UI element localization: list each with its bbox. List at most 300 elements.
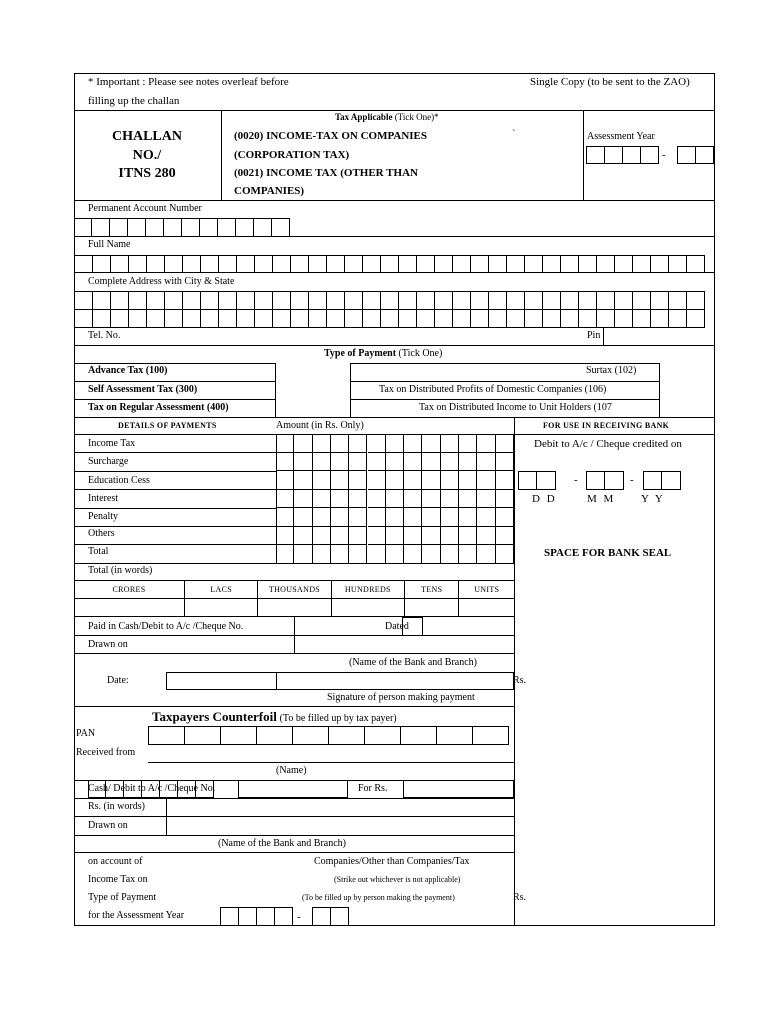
amount-digit-box[interactable]	[477, 545, 495, 564]
amount-digit-box[interactable]	[331, 434, 349, 453]
char-box[interactable]	[290, 291, 309, 310]
amount-digit-box[interactable]	[422, 545, 440, 564]
char-box[interactable]	[436, 726, 473, 745]
char-box[interactable]	[524, 291, 543, 310]
amount-digit-box[interactable]	[386, 508, 404, 527]
assessment-year-start-boxes[interactable]	[586, 146, 659, 164]
counterfoil-year-end-boxes[interactable]	[312, 907, 349, 926]
tax-applicable-label: Tax Applicable	[335, 112, 393, 122]
divider	[514, 417, 515, 926]
amount-digit-box[interactable]	[459, 434, 477, 453]
char-box[interactable]	[452, 291, 471, 310]
char-box[interactable]	[506, 255, 525, 273]
important-note-line-1: * Important : Please see notes overleaf before	[88, 76, 289, 88]
received-from-label: Received from	[76, 747, 136, 758]
strike-out-note: (Strike out whichever is not applicable)	[334, 875, 461, 884]
challan-title-line-3: ITNS 280	[118, 166, 176, 181]
amount-digit-box[interactable]	[331, 545, 349, 564]
char-box[interactable]	[488, 291, 507, 310]
char-box[interactable]	[200, 291, 219, 310]
char-box[interactable]	[668, 255, 687, 273]
divider	[74, 798, 514, 799]
month-boxes[interactable]	[586, 471, 624, 490]
amount-digit-box[interactable]	[294, 508, 312, 527]
amount-digit-box[interactable]	[313, 453, 331, 472]
amount-digit-box[interactable]	[313, 490, 331, 509]
amount-digit-box[interactable]	[441, 527, 459, 546]
char-box[interactable]	[524, 309, 543, 328]
counterfoil-heading	[152, 710, 397, 724]
amount-digit-box[interactable]	[477, 490, 495, 509]
amount-digit-box[interactable]	[349, 434, 367, 453]
date-dash-2: -	[630, 474, 634, 486]
amount-digit-box[interactable]	[331, 490, 349, 509]
full-name-boxes[interactable]	[74, 255, 705, 273]
counterfoil-drawn-on-label: Drawn on	[88, 820, 128, 831]
divider	[74, 110, 715, 111]
char-box[interactable]	[272, 309, 291, 328]
char-box[interactable]	[254, 255, 273, 273]
amount-digit-box[interactable]	[294, 527, 312, 546]
char-box[interactable]	[560, 291, 579, 310]
amount-digit-box[interactable]	[441, 508, 459, 527]
to-be-filled-note: (To be filled up by person making the payment)	[302, 893, 455, 902]
divider	[74, 653, 514, 654]
lacs-header: LACS	[185, 580, 258, 598]
option-0020-line-2[interactable]: (CORPORATION TAX)	[234, 149, 350, 161]
char-box[interactable]	[128, 255, 147, 273]
amount-digit-box[interactable]	[441, 453, 459, 472]
char-box[interactable]	[614, 291, 633, 310]
char-box[interactable]	[272, 255, 291, 273]
char-box[interactable]	[200, 255, 219, 273]
char-box[interactable]	[218, 255, 237, 273]
char-box[interactable]	[650, 255, 669, 273]
char-box[interactable]	[290, 255, 309, 273]
char-box[interactable]	[220, 726, 257, 745]
char-box[interactable]	[164, 291, 183, 310]
char-box[interactable]	[92, 309, 111, 328]
amount-digit-box[interactable]	[404, 508, 422, 527]
amount-digit-box[interactable]	[313, 545, 331, 564]
type-of-payment-label-counterfoil: Type of Payment	[88, 892, 157, 903]
char-box[interactable]	[110, 291, 129, 310]
amount-digit-box[interactable]	[368, 545, 386, 564]
char-box[interactable]	[74, 309, 93, 328]
char-box[interactable]	[452, 255, 471, 273]
bank-seal-label: SPACE FOR BANK SEAL	[544, 547, 672, 559]
year-label: Y Y	[641, 493, 665, 505]
char-box[interactable]	[182, 255, 201, 273]
char-box[interactable]	[308, 309, 327, 328]
amount-digit-box[interactable]	[404, 434, 422, 453]
char-box[interactable]	[236, 309, 255, 328]
amount-digit-box[interactable]	[496, 453, 514, 472]
char-box[interactable]	[326, 291, 345, 310]
rs-label-upper: Rs.	[513, 675, 527, 686]
char-box[interactable]	[632, 255, 651, 273]
amount-digit-box[interactable]	[386, 545, 404, 564]
char-box[interactable]	[686, 255, 705, 273]
rs-label-lower: Rs.	[513, 892, 527, 903]
counterfoil-subtitle: (To be filled up by tax payer)	[279, 713, 397, 724]
char-box[interactable]	[398, 255, 417, 273]
char-box[interactable]	[146, 309, 165, 328]
amount-digit-box[interactable]	[349, 527, 367, 546]
amount-digit-box[interactable]	[349, 508, 367, 527]
char-box[interactable]	[146, 291, 165, 310]
amount-digit-box[interactable]	[276, 453, 294, 472]
on-account-of-label: on account of	[88, 856, 143, 867]
char-box[interactable]	[650, 291, 669, 310]
advance-tax-label: Advance Tax (100)	[88, 365, 168, 376]
char-box[interactable]	[434, 255, 453, 273]
char-box[interactable]	[578, 309, 597, 328]
char-box[interactable]	[596, 309, 615, 328]
char-box[interactable]	[686, 309, 705, 328]
amount-digit-box[interactable]	[386, 527, 404, 546]
char-box[interactable]	[164, 255, 183, 273]
amount-digit-box[interactable]	[368, 527, 386, 546]
char-box[interactable]	[506, 291, 525, 310]
amount-digit-box[interactable]	[404, 453, 422, 472]
char-box[interactable]	[236, 291, 255, 310]
pan-label: Permanent Account Number	[88, 203, 202, 214]
char-box[interactable]	[472, 726, 509, 745]
amount-digit-box[interactable]	[313, 508, 331, 527]
char-box[interactable]	[416, 255, 435, 273]
char-box[interactable]	[256, 726, 293, 745]
char-box[interactable]	[380, 309, 399, 328]
surcharge-row-label: Surcharge	[88, 456, 129, 467]
address-boxes-line-1[interactable]	[74, 291, 705, 310]
char-box[interactable]	[434, 309, 453, 328]
units-header: UNITS	[474, 584, 500, 594]
counterfoil-pan-boxes[interactable]	[148, 726, 509, 745]
amount-digit-box[interactable]	[477, 453, 495, 472]
important-note-line-2: filling up the challan	[88, 95, 180, 107]
amount-digit-box[interactable]	[441, 434, 459, 453]
char-box[interactable]	[200, 309, 219, 328]
amount-digit-box[interactable]	[441, 471, 459, 490]
cheque-number-box[interactable]	[238, 780, 348, 798]
amount-digit-box[interactable]	[368, 490, 386, 509]
char-box[interactable]	[308, 291, 327, 310]
char-box[interactable]	[452, 309, 471, 328]
amount-digit-box[interactable]	[386, 471, 404, 490]
amount-digit-box[interactable]	[477, 527, 495, 546]
char-box[interactable]	[596, 291, 615, 310]
amount-digit-box[interactable]	[404, 545, 422, 564]
amount-digit-box[interactable]	[386, 490, 404, 509]
option-0021-line-2[interactable]: COMPANIES)	[234, 185, 305, 197]
income-tax-row-label: Income Tax	[88, 438, 136, 449]
amount-digit-box[interactable]	[496, 434, 514, 453]
address-label: Complete Address with City & State	[88, 276, 235, 287]
char-box[interactable]	[308, 255, 327, 273]
char-box[interactable]	[110, 309, 129, 328]
char-box[interactable]	[74, 255, 93, 273]
divider	[583, 110, 584, 200]
amount-digit-box[interactable]	[331, 527, 349, 546]
amount-digit-box[interactable]	[349, 490, 367, 509]
divider	[74, 345, 715, 346]
char-box[interactable]	[614, 309, 633, 328]
char-box[interactable]	[128, 309, 147, 328]
char-box[interactable]	[272, 291, 291, 310]
char-box[interactable]	[328, 726, 365, 745]
amount-digit-box[interactable]	[477, 471, 495, 490]
bank-branch-note: (Name of the Bank and Branch)	[349, 657, 478, 668]
char-box[interactable]	[344, 291, 363, 310]
divider	[603, 327, 604, 346]
amount-digit-box[interactable]	[276, 434, 294, 453]
char-box[interactable]	[542, 255, 561, 273]
char-box[interactable]	[686, 291, 705, 310]
option-0020-line-1[interactable]: (0020) INCOME-TAX ON COMPANIES	[234, 130, 427, 142]
char-box[interactable]	[146, 255, 165, 273]
for-rs-box[interactable]	[403, 780, 514, 798]
surtax-label: Surtax (102)	[586, 365, 637, 376]
char-box[interactable]	[110, 255, 129, 273]
divider	[74, 452, 276, 453]
amount-digit-box[interactable]	[441, 545, 459, 564]
date-input-box[interactable]	[166, 672, 514, 690]
amount-digit-box[interactable]	[496, 471, 514, 490]
amount-digit-box[interactable]	[386, 434, 404, 453]
char-box[interactable]	[578, 291, 597, 310]
amount-digit-box[interactable]	[313, 434, 331, 453]
day-label: D D	[532, 493, 557, 505]
amount-digit-box[interactable]	[368, 508, 386, 527]
amount-digit-box[interactable]	[294, 453, 312, 472]
char-box[interactable]	[254, 291, 273, 310]
others-row-label: Others	[88, 528, 115, 539]
char-box[interactable]	[596, 255, 615, 273]
char-box[interactable]	[218, 291, 237, 310]
char-box[interactable]	[128, 291, 147, 310]
amount-digit-box[interactable]	[331, 471, 349, 490]
char-box[interactable]	[668, 291, 687, 310]
char-box[interactable]	[292, 726, 329, 745]
counterfoil-title: Taxpayers Counterfoil	[152, 709, 277, 724]
amount-digit-box[interactable]	[386, 453, 404, 472]
receiving-bank-heading: FOR USE IN RECEIVING BANK	[543, 421, 670, 430]
char-box[interactable]	[326, 255, 345, 273]
amount-digit-box[interactable]	[477, 508, 495, 527]
amount-digit-box[interactable]	[459, 453, 477, 472]
char-box[interactable]	[182, 291, 201, 310]
char-box[interactable]	[184, 726, 221, 745]
char-box[interactable]	[416, 291, 435, 310]
divider	[74, 526, 276, 527]
amount-digit-box[interactable]	[276, 545, 294, 564]
char-box[interactable]	[542, 309, 561, 328]
char-box[interactable]	[164, 309, 183, 328]
amount-digit-box[interactable]	[276, 471, 294, 490]
amount-digit-box[interactable]	[459, 471, 477, 490]
self-assessment-label: Self Assessment Tax (300)	[88, 384, 198, 395]
amount-digit-box[interactable]	[368, 453, 386, 472]
amount-digit-box[interactable]	[404, 490, 422, 509]
divider	[74, 563, 514, 564]
char-box[interactable]	[92, 291, 111, 310]
amount-digit-box[interactable]	[459, 508, 477, 527]
tax-applicable-suffix: (Tick One)*	[394, 112, 439, 122]
char-box[interactable]	[542, 291, 561, 310]
amount-digit-box[interactable]	[422, 527, 440, 546]
amount-digit-box[interactable]	[331, 508, 349, 527]
pan-boxes[interactable]	[74, 218, 290, 237]
name-note: (Name)	[276, 765, 307, 776]
pin-label: Pin	[587, 330, 601, 341]
amount-digit-box[interactable]	[459, 527, 477, 546]
amount-digit-box[interactable]	[404, 471, 422, 490]
amount-grid[interactable]	[276, 434, 514, 564]
cash-debit-label: Cash/ Debit to A/c /Cheque No.	[88, 783, 216, 794]
amount-digit-box[interactable]	[422, 434, 440, 453]
cash-debit-boxes[interactable]	[88, 780, 214, 798]
char-box[interactable]	[668, 309, 687, 328]
amount-digit-box[interactable]	[496, 545, 514, 564]
char-box[interactable]	[578, 255, 597, 273]
char-box[interactable]	[380, 291, 399, 310]
amount-digit-box[interactable]	[496, 527, 514, 546]
debit-credited-label: Debit to A/c / Cheque credited on	[534, 438, 682, 450]
divider	[148, 762, 514, 763]
amount-digit-box[interactable]	[313, 471, 331, 490]
char-box[interactable]	[632, 309, 651, 328]
amount-digit-box[interactable]	[459, 545, 477, 564]
char-box[interactable]	[326, 309, 345, 328]
divider	[74, 508, 276, 509]
amount-digit-box[interactable]	[349, 453, 367, 472]
amount-digit-box[interactable]	[441, 490, 459, 509]
total-in-words-label: Total (in words)	[88, 565, 153, 576]
amount-digit-box[interactable]	[294, 490, 312, 509]
char-box[interactable]	[488, 255, 507, 273]
option-0021-line-1[interactable]: (0021) INCOME TAX (OTHER THAN	[234, 167, 418, 179]
distributed-income-label: Tax on Distributed Income to Unit Holders (107	[419, 402, 612, 413]
interest-row-label: Interest	[88, 493, 118, 504]
char-box[interactable]	[344, 255, 363, 273]
char-box[interactable]	[92, 255, 111, 273]
char-box[interactable]	[218, 309, 237, 328]
amount-digit-box[interactable]	[294, 471, 312, 490]
char-box[interactable]	[290, 309, 309, 328]
char-box[interactable]	[560, 309, 579, 328]
divider	[74, 236, 715, 237]
amount-digit-box[interactable]	[276, 490, 294, 509]
char-box[interactable]	[400, 726, 437, 745]
amount-digit-box[interactable]	[294, 545, 312, 564]
type-of-payment-heading	[324, 349, 442, 359]
amount-digit-box[interactable]	[496, 490, 514, 509]
char-box[interactable]	[650, 309, 669, 328]
divider	[74, 852, 514, 853]
amount-digit-box[interactable]	[368, 471, 386, 490]
char-box[interactable]	[632, 291, 651, 310]
counterfoil-year-dash: -	[297, 911, 301, 923]
distributed-profits-label: Tax on Distributed Profits of Domestic Companies (106)	[379, 384, 607, 395]
char-box[interactable]	[470, 291, 489, 310]
amount-digit-box[interactable]	[349, 471, 367, 490]
address-boxes-line-2[interactable]	[74, 309, 705, 328]
month-label: M M	[587, 493, 616, 505]
divider	[74, 544, 276, 545]
counterfoil-year-start-boxes[interactable]	[220, 907, 293, 926]
signature-label: Signature of person making payment	[327, 692, 475, 703]
char-box[interactable]	[524, 255, 543, 273]
amount-digit-box[interactable]	[477, 434, 495, 453]
amount-digit-box[interactable]	[276, 527, 294, 546]
amount-digit-box[interactable]	[459, 490, 477, 509]
amount-digit-box[interactable]	[313, 527, 331, 546]
char-box[interactable]	[364, 726, 401, 745]
drawn-on-label: Drawn on	[88, 639, 128, 650]
char-box[interactable]	[344, 309, 363, 328]
char-box[interactable]	[470, 255, 489, 273]
amount-digit-box[interactable]	[422, 471, 440, 490]
amount-digit-box[interactable]	[349, 545, 367, 564]
char-box[interactable]	[470, 309, 489, 328]
amount-digit-box[interactable]	[276, 508, 294, 527]
income-tax-on-label: Income Tax on	[88, 874, 148, 885]
crores-header: CRORES	[74, 580, 185, 598]
char-box[interactable]	[362, 291, 381, 310]
amount-digit-box[interactable]	[294, 434, 312, 453]
amount-digit-box[interactable]	[496, 508, 514, 527]
char-box[interactable]	[488, 309, 507, 328]
education-cess-row-label: Education Cess	[88, 475, 150, 486]
type-of-payment-suffix: (Tick One)	[398, 348, 443, 359]
amount-digit-box[interactable]	[404, 527, 422, 546]
char-box[interactable]	[560, 255, 579, 273]
char-box[interactable]	[148, 726, 185, 745]
char-box[interactable]	[434, 291, 453, 310]
amount-digit-box[interactable]	[422, 508, 440, 527]
char-box[interactable]	[362, 255, 381, 273]
day-boxes[interactable]	[518, 471, 556, 490]
char-box[interactable]	[182, 309, 201, 328]
divider	[74, 706, 514, 707]
char-box[interactable]	[398, 291, 417, 310]
char-box[interactable]	[254, 309, 273, 328]
char-box[interactable]	[506, 309, 525, 328]
amount-digit-box[interactable]	[331, 453, 349, 472]
year-boxes[interactable]	[643, 471, 681, 490]
for-assessment-year-label: for the Assessment Year	[88, 910, 185, 921]
char-box[interactable]	[362, 309, 381, 328]
denomination-input-row[interactable]	[74, 598, 514, 616]
char-box[interactable]	[416, 309, 435, 328]
divider	[74, 417, 715, 418]
counterfoil-pan-label: PAN	[76, 728, 96, 739]
assessment-year-end-boxes[interactable]	[677, 146, 714, 164]
divider	[74, 635, 514, 636]
tax-applicable-heading	[335, 113, 439, 122]
amount-digit-box[interactable]	[422, 453, 440, 472]
char-box[interactable]	[398, 309, 417, 328]
details-of-payments-heading: DETAILS OF PAYMENTS	[118, 421, 217, 430]
char-box[interactable]	[380, 255, 399, 273]
char-box[interactable]	[236, 255, 255, 273]
amount-digit-box[interactable]	[368, 434, 386, 453]
companies-label: Companies/Other than Companies/Tax	[314, 856, 470, 867]
char-box[interactable]	[74, 291, 93, 310]
char-box[interactable]	[614, 255, 633, 273]
amount-digit-box[interactable]	[422, 490, 440, 509]
